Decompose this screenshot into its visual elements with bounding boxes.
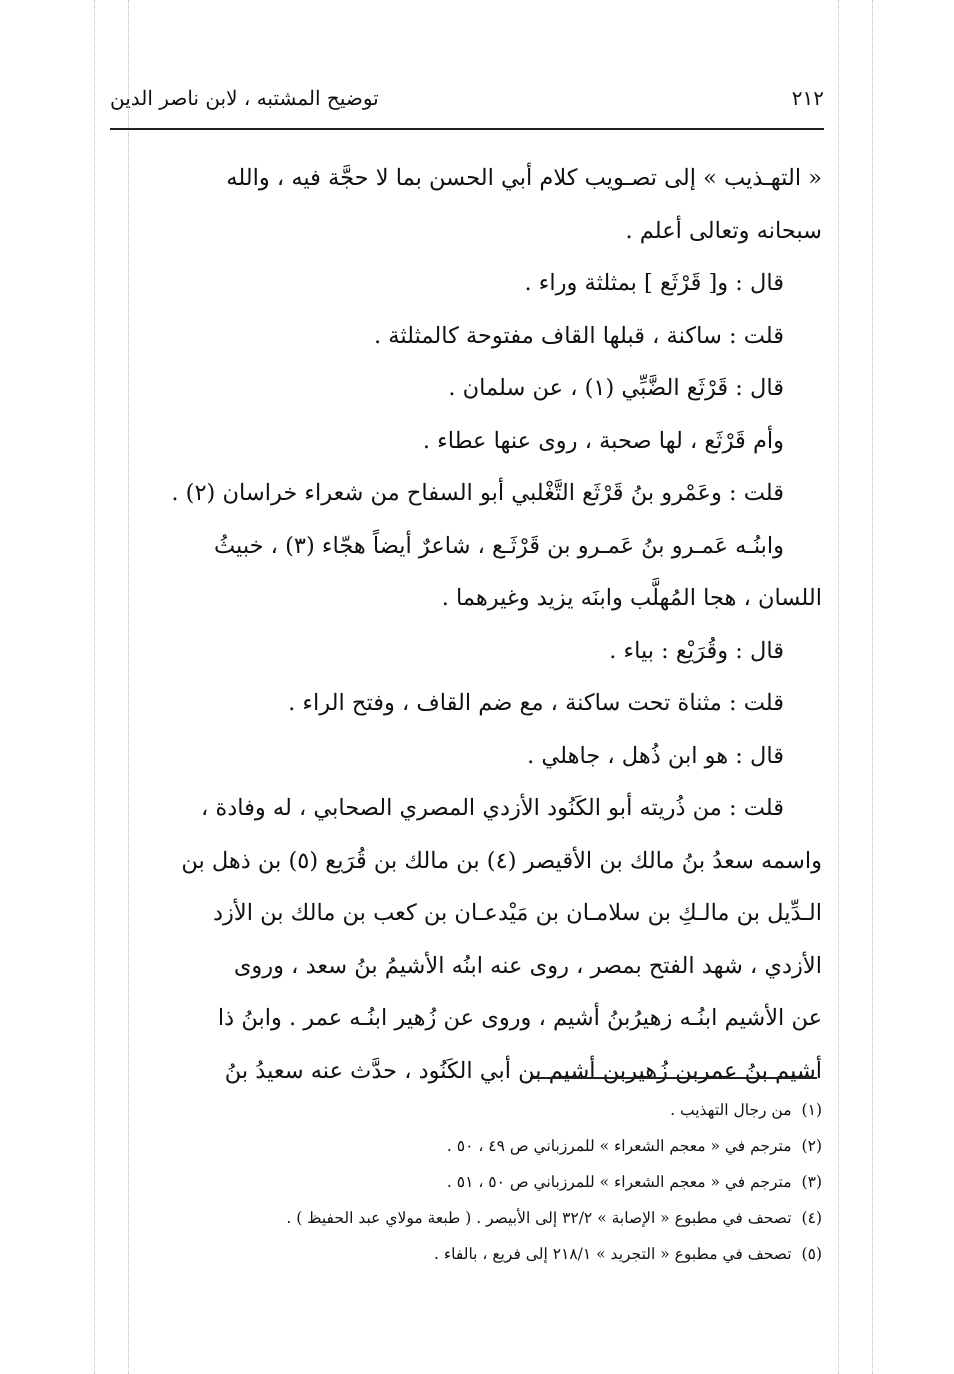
margin-dotted-line <box>94 0 95 1374</box>
text-line: « التهـذيب » إلى تصـويب كلام أبي الحسن بما لا حجَّة فيه ، والله <box>226 165 822 191</box>
footnote-text: مترجم في « معجم الشعراء » للمرزباني ص ٥٠ ، ٥١ . <box>446 1173 792 1191</box>
text-line: قال : قَرْثَع الضَّبِّي (١) ، عن سلمان . <box>448 375 784 401</box>
footnotes <box>110 1092 822 1272</box>
text-line: قال : وقُرَيْع : بياء . <box>609 637 784 664</box>
text-line: قلت : ساكنة ، قبلها القاف مفتوحة كالمثلثة . <box>373 322 784 349</box>
text-line: قلت : من ذُريته أبو الكَنُود الأزدي المصري الصحابي ، له وفادة ، <box>201 795 784 821</box>
footnote <box>110 1236 822 1272</box>
footnote <box>110 1200 822 1236</box>
text-line: الـدِّيل بن مالـكِ بن سلامـان بن مَيْدعـان بن كعب بن مالك بن الأزد <box>213 900 822 926</box>
footnote-number: (٥) <box>801 1245 822 1263</box>
footnote <box>110 1164 822 1200</box>
text-line: اللسان ، هجا المُهلَّب وابنَه يزيد وغيرهما . <box>441 585 822 611</box>
main-text <box>118 152 822 1097</box>
text-line: وابنُـه عَمـرو بنُ عَمـرو بن قَرْثَـع ، شاعرٌ أيضاً هجّاء (٣) ، خبيثُ <box>213 532 784 559</box>
text-line: قلت : وعَمْرو بنُ قَرْثَع التَّغْلبي أبو السفاح من شعراء خراسان (٢) . <box>171 480 784 506</box>
footnote-number: (٣) <box>801 1173 822 1191</box>
footnote <box>110 1128 822 1164</box>
margin-dotted-line <box>838 0 839 1374</box>
text-line: قال : هو ابن ذُهل ، جاهلي . <box>527 742 784 769</box>
footnote-number: (١) <box>801 1101 822 1119</box>
margin-dotted-line <box>872 0 873 1374</box>
text-line: وأم قَرْثَع ، لها صحبة ، روى عنها عطاء . <box>422 427 784 454</box>
footnote-number: (٢) <box>801 1137 822 1155</box>
text-line: عن الأشيم ابنُـه زهيرُبنُ أشيم ، وروى عن زُهير ابنُـه عمر . وابنُ ذا <box>217 1005 822 1031</box>
header-rule <box>110 128 824 130</box>
text-line: سبحانه وتعالى أعلم . <box>625 217 822 244</box>
footnote-text: مترجم في « معجم الشعراء » للمرزباني ص ٤٩ ، ٥٠ . <box>446 1137 792 1155</box>
page-number: ٢١٢ <box>791 86 824 110</box>
footnote-text: تصحف في مطبوع « التجريد » ٢١٨/١ إلى فريع ، بالفاء . <box>434 1245 792 1263</box>
footnote-number: (٤) <box>801 1209 822 1227</box>
text-line: الأزدي ، شهد الفتح بمصر ، روى عنه ابنُه الأشيمُ بنُ سعد ، وروى <box>233 952 822 979</box>
running-title: توضيح المشتبه ، لابن ناصر الدين <box>110 86 379 110</box>
text-line: أشيم بنُ عمربن زُهيربن أشيم بن أبي الكَنُود ، حدَّث عنه سعيدُ بنُ <box>224 1057 822 1084</box>
footnote-text: من رجال التهذيب . <box>670 1101 792 1119</box>
footnote-separator <box>530 1077 817 1079</box>
page-header <box>110 78 824 118</box>
text-line: قال : و[ قَرْثَع ] بمثلثة وراء . <box>524 270 784 296</box>
text-line: واسمه سعدُ بنُ مالك بن الأقيصر (٤) بن مالك بن قُرَيع (٥) بن ذهل بن <box>181 847 822 874</box>
footnote <box>110 1092 822 1128</box>
footnote-text: تصحف في مطبوع « الإصابة » ٣٢/٢ إلى الأبيصر . ( طبعة مولاي عبد الحفيظ ) . <box>286 1209 792 1227</box>
text-line: قلت : مثناة تحت ساكنة ، مع ضم القاف ، وفتح الراء . <box>288 690 784 716</box>
